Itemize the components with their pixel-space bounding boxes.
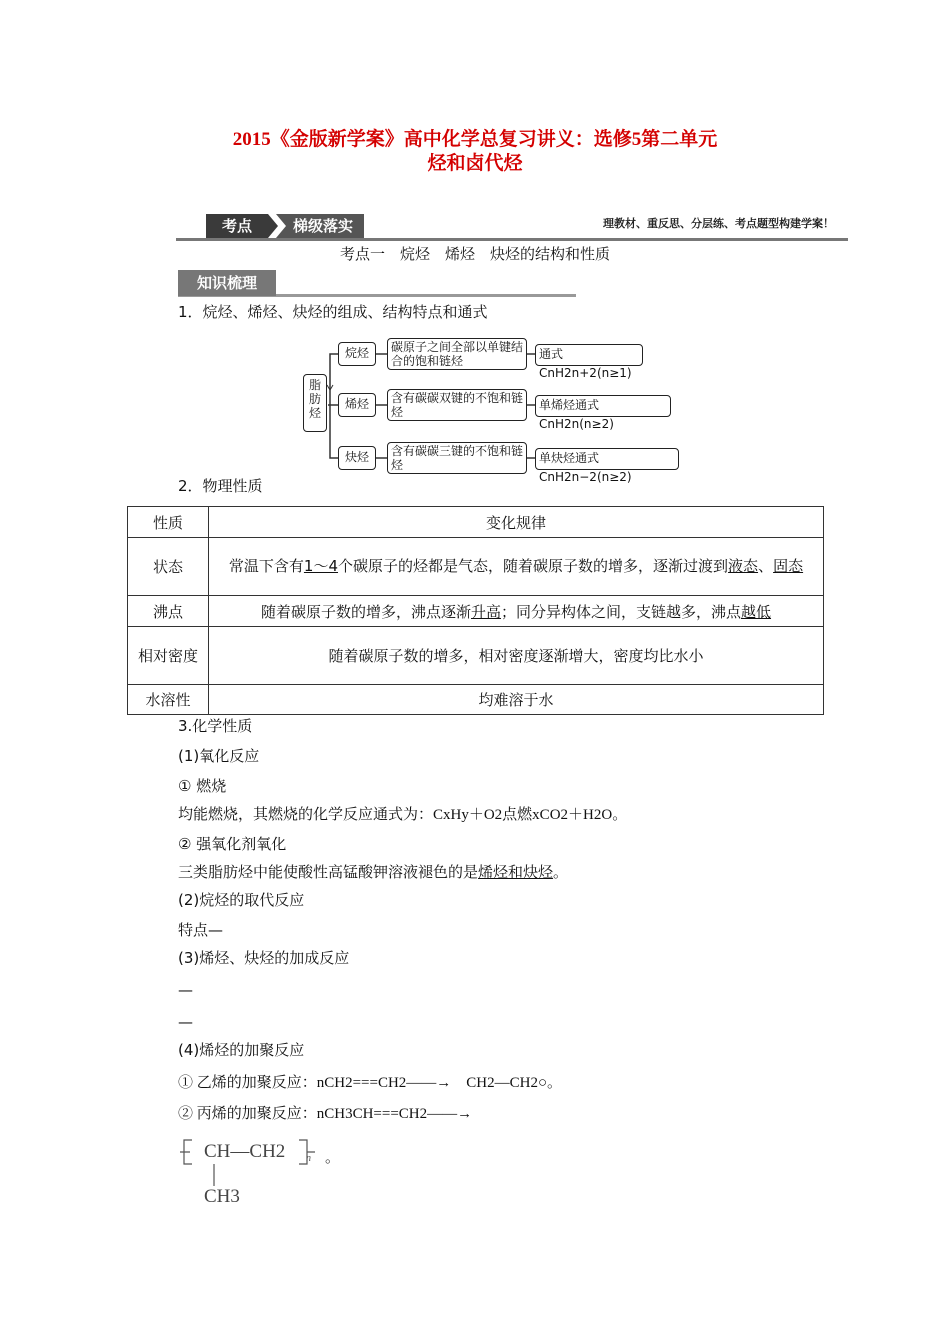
- diagram-root-label: 脂肪烃: [308, 378, 321, 420]
- diagram-alkene-formula-text: 单烯烃通式CnH2n(n≥2): [539, 398, 614, 431]
- diagram-alkene-desc-text: 含有碳碳双键的不饱和链烃: [391, 391, 524, 419]
- diagram-alkyne-desc: [387, 442, 527, 474]
- chem-line: 特点—: [178, 921, 224, 939]
- table-row: [128, 685, 824, 715]
- diagram-alkyne-desc-text: 含有碳碳三键的不饱和链烃: [391, 444, 524, 472]
- table-cell-rule: 随着碳原子数的增多，相对密度逐渐增大，密度均比水小: [209, 627, 824, 685]
- chem-line: (4)烯烃的加聚反应: [178, 1041, 305, 1059]
- heading-composition: 1．烷烃、烯烃、炔烃的组成、结构特点和通式: [178, 303, 488, 321]
- chem-line: —: [178, 981, 193, 999]
- table-cell-prop: 相对密度: [128, 627, 209, 685]
- chem-line: 三类脂肪烃中能使酸性高锰酸钾溶液褪色的是烯烃和炔烃。: [178, 863, 569, 881]
- table-cell-rule: 常温下含有1～4个碳原子的烃都是气态，随着碳原子数的增多，逐渐过渡到液态、固态: [209, 538, 824, 596]
- table-cell-prop: 水溶性: [128, 685, 209, 715]
- table-header-prop: 性质: [128, 507, 209, 538]
- table-cell-rule: 随着碳原子数的增多，沸点逐渐升高；同分异构体之间，支链越多，沸点越低: [209, 596, 824, 627]
- table-header-row: [128, 507, 824, 538]
- knowledge-label: 知识梳理: [178, 270, 276, 296]
- diagram-alkene-box: [338, 393, 376, 417]
- table-row: [128, 627, 824, 685]
- diagram-root-box: [303, 374, 327, 432]
- diagram-alkane-formula-text: 通式CnH2n+2(n≥1): [539, 347, 632, 380]
- chem-line: —: [178, 1013, 193, 1031]
- polymer-branch-bond: [210, 1162, 220, 1188]
- section-title: 考点一 烷烃 烯烃 炔烃的结构和性质: [339, 245, 610, 263]
- diagram-alkane-desc: [387, 338, 527, 370]
- table-row: [128, 596, 824, 627]
- diagram-alkane-formula: [535, 344, 643, 380]
- chem-line: ② 强氧化剂氧化: [178, 835, 287, 853]
- chem-line: (3)烯烃、炔烃的加成反应: [178, 949, 350, 967]
- table-cell-prop: 沸点: [128, 596, 209, 627]
- polymer-n: n: [306, 1153, 311, 1164]
- doc-title-line2: 烃和卤代烃: [427, 153, 523, 174]
- chem-line: 均能燃烧，其燃烧的化学反应通式为：CxHy＋O2点燃xCO2＋H2O。: [178, 805, 628, 823]
- diagram-alkene-desc: [387, 389, 527, 421]
- physical-properties-table: [127, 506, 824, 715]
- diagram-alkene-formula: [535, 395, 671, 431]
- heading-chemical: 3.化学性质: [178, 717, 253, 735]
- diagram-alkyne-formula: [535, 448, 679, 484]
- diagram-alkane-desc-text: 碳原子之间全部以单键结合的饱和链烃: [391, 340, 524, 368]
- doc-title-line1: 2015《金版新学案》高中化学总复习讲义：选修5第二单元: [232, 129, 718, 150]
- diagram-alkane-box: [338, 342, 376, 366]
- chem-line: (1)氧化反应: [178, 747, 260, 765]
- table-cell-prop: 状态: [128, 538, 209, 596]
- diagram-alkyne-formula-text: 单炔烃通式CnH2n−2(n≥2): [539, 451, 632, 484]
- table-row: [128, 538, 824, 596]
- polymer-period: 。: [325, 1150, 341, 1166]
- banner-slogan: 理教材、重反思、分层练、考点题型构建学案！: [603, 217, 834, 230]
- diagram-alkane-label: 烷烃: [344, 346, 369, 360]
- table-header-rule: 变化规律: [209, 507, 824, 538]
- table-cell-rule: 均难溶于水: [209, 685, 824, 715]
- diagram-alkyne-label: 炔烃: [344, 450, 369, 464]
- chem-line: ① 乙烯的加聚反应：nCH2===CH2――→ CH2—CH2○。: [178, 1075, 563, 1091]
- diagram-alkene-label: 烯烃: [344, 397, 369, 411]
- banner-tab-tiji: 梯级落实: [292, 217, 353, 235]
- diagram-alkyne-box: [338, 446, 376, 470]
- chem-line: ② 丙烯的加聚反应：nCH3CH===CH2――→: [178, 1106, 473, 1122]
- polymer-main-chain: CH—CH2: [204, 1141, 286, 1162]
- heading-physical: 2．物理性质: [178, 477, 263, 495]
- polymer-methyl: CH3: [204, 1186, 240, 1207]
- chem-line: ① 燃烧: [178, 777, 227, 795]
- chem-line: (2)烷烃的取代反应: [178, 891, 305, 909]
- banner-tab-kaodian: 考点: [221, 217, 252, 235]
